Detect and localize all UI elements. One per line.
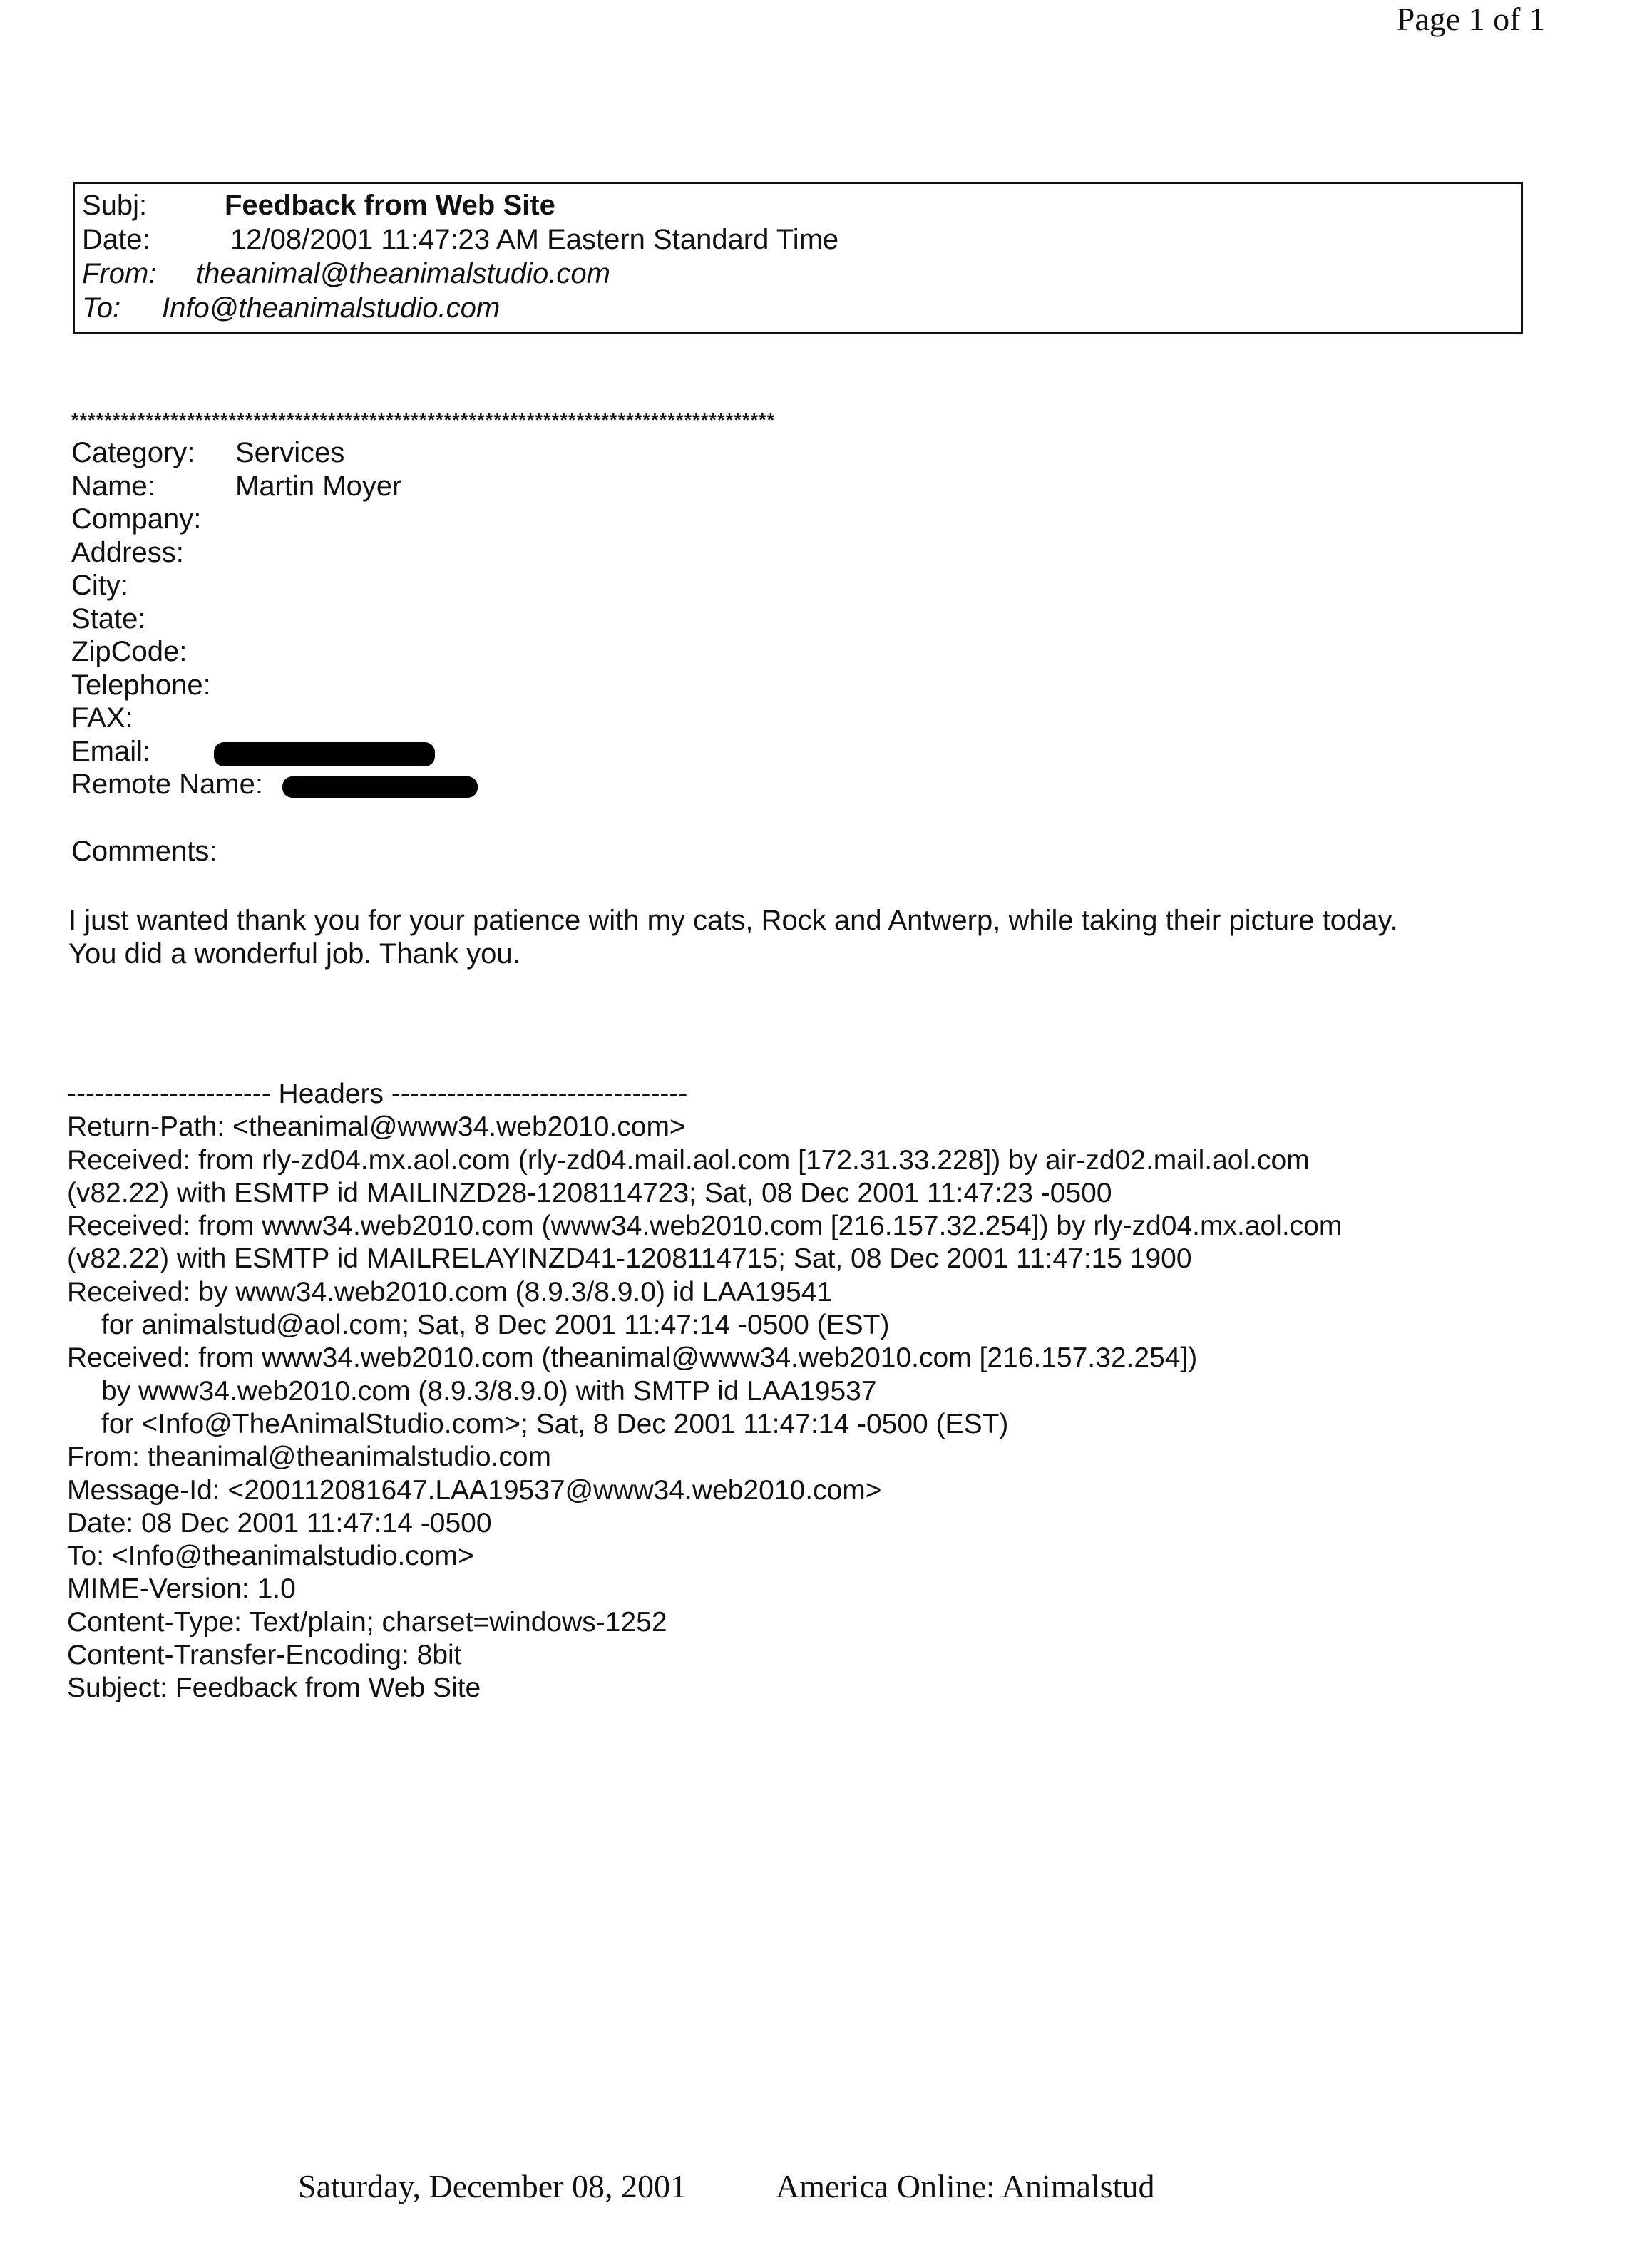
- field-label: Telephone:: [71, 669, 211, 701]
- page-number: Page 1 of 1: [1396, 1, 1545, 37]
- date-value: 12/08/2001 11:47:23 AM Eastern Standard Time: [230, 224, 839, 255]
- field-label: Email:: [71, 735, 151, 767]
- field-label: Company:: [71, 503, 202, 535]
- header-line: Date: 08 Dec 2001 11:47:14 -0500: [67, 1507, 492, 1539]
- comments-label: Comments:: [71, 836, 217, 867]
- header-line: (v82.22) with ESMTP id MAILRELAYINZD41-1208114715; Sat, 08 Dec 2001 11:47:15 1900: [67, 1243, 1192, 1275]
- remote-name-redaction: [282, 776, 478, 798]
- date-row: [82, 224, 839, 256]
- header-line: for <Info@TheAnimalStudio.com>; Sat, 8 Dec 2001 11:47:14 -0500 (EST): [101, 1408, 1009, 1439]
- to-label: To:: [82, 292, 121, 324]
- field-remote-name: [71, 768, 263, 801]
- raw-headers: [67, 1078, 1342, 1705]
- field-label: City:: [71, 570, 128, 601]
- footer-service: America Online: Animalstud: [776, 2168, 1155, 2204]
- header-line: From: theanimal@theanimalstudio.com: [67, 1442, 552, 1473]
- header-line: Received: from www34.web2010.com (theanimal@www34.web2010.com [216.157.32.254]): [67, 1342, 1198, 1374]
- header-line: Content-Transfer-Encoding: 8bit: [67, 1640, 462, 1671]
- email-header-box: [73, 182, 1523, 334]
- email-redaction: [214, 742, 435, 766]
- field-label: State:: [71, 602, 146, 635]
- header-line: To: <Info@theanimalstudio.com>: [67, 1541, 474, 1572]
- subject-value: Feedback from Web Site: [225, 190, 555, 221]
- header-line: (v82.22) with ESMTP id MAILINZD28-1208114723; Sat, 08 Dec 2001 11:47:23 -0500: [67, 1177, 1112, 1208]
- to-value: Info@theanimalstudio.com: [162, 292, 501, 324]
- field-city: [71, 569, 263, 602]
- form-fields: [71, 436, 402, 801]
- field-company: [71, 503, 263, 536]
- to-row: [82, 292, 501, 324]
- field-zipcode: [71, 635, 263, 669]
- separator-line: *************************************************************************************: [71, 409, 776, 431]
- field-email: [71, 735, 263, 769]
- field-value: Martin Moyer: [235, 470, 402, 502]
- subject-label: Subj:: [82, 190, 148, 221]
- field-label: Name:: [71, 470, 155, 502]
- header-line: Return-Path: <theanimal@www34.web2010.com>: [67, 1111, 686, 1143]
- field-label: Category:: [71, 437, 195, 468]
- header-line: Received: from rly-zd04.mx.aol.com (rly-zd04.mail.aol.com [172.31.33.228]) by air-zd02.mail.aol.com: [67, 1144, 1310, 1176]
- header-line: Content-Type: Text/plain; charset=windows-1252: [67, 1606, 667, 1638]
- field-address: [71, 536, 263, 570]
- header-line: for animalstud@aol.com; Sat, 8 Dec 2001 11:47:14 -0500 (EST): [101, 1310, 890, 1341]
- field-value: Services: [235, 437, 345, 468]
- footer-date: Saturday, December 08, 2001: [298, 2168, 687, 2204]
- header-line: Message-Id: <200112081647.LAA19537@www34.web2010.com>: [67, 1474, 882, 1506]
- header-line: Received: by www34.web2010.com (8.9.3/8.9.0) id LAA19541: [67, 1276, 833, 1308]
- field-telephone: [71, 669, 263, 702]
- header-line: Subject: Feedback from Web Site: [67, 1673, 481, 1704]
- comments-body: [68, 904, 1580, 971]
- field-label: Address:: [71, 536, 184, 568]
- headers-title: ---------------------- Headers --------------------------------: [67, 1079, 688, 1109]
- from-row: [82, 258, 610, 290]
- field-label: ZipCode:: [71, 636, 188, 667]
- field-fax: [71, 702, 263, 735]
- comment-line: I just wanted thank you for your patience with my cats, Rock and Antwerp, while taking their picture today.: [68, 905, 1398, 936]
- field-label: FAX:: [71, 702, 133, 734]
- from-label: From:: [82, 258, 157, 289]
- header-line: Received: from www34.web2010.com (www34.web2010.com [216.157.32.254]) by rly-zd04.mx.aol.com: [67, 1211, 1343, 1242]
- subject-row: [82, 190, 555, 222]
- field-category: [71, 436, 345, 470]
- field-label: Remote Name:: [71, 769, 263, 800]
- field-name: [71, 470, 402, 503]
- field-state: [71, 602, 263, 636]
- from-value: theanimal@theanimalstudio.com: [196, 258, 610, 289]
- date-label: Date:: [82, 224, 150, 255]
- header-line: by www34.web2010.com (8.9.3/8.9.0) with SMTP id LAA19537: [101, 1375, 877, 1407]
- comment-line: You did a wonderful job. Thank you.: [68, 938, 520, 970]
- header-line: MIME-Version: 1.0: [67, 1573, 296, 1605]
